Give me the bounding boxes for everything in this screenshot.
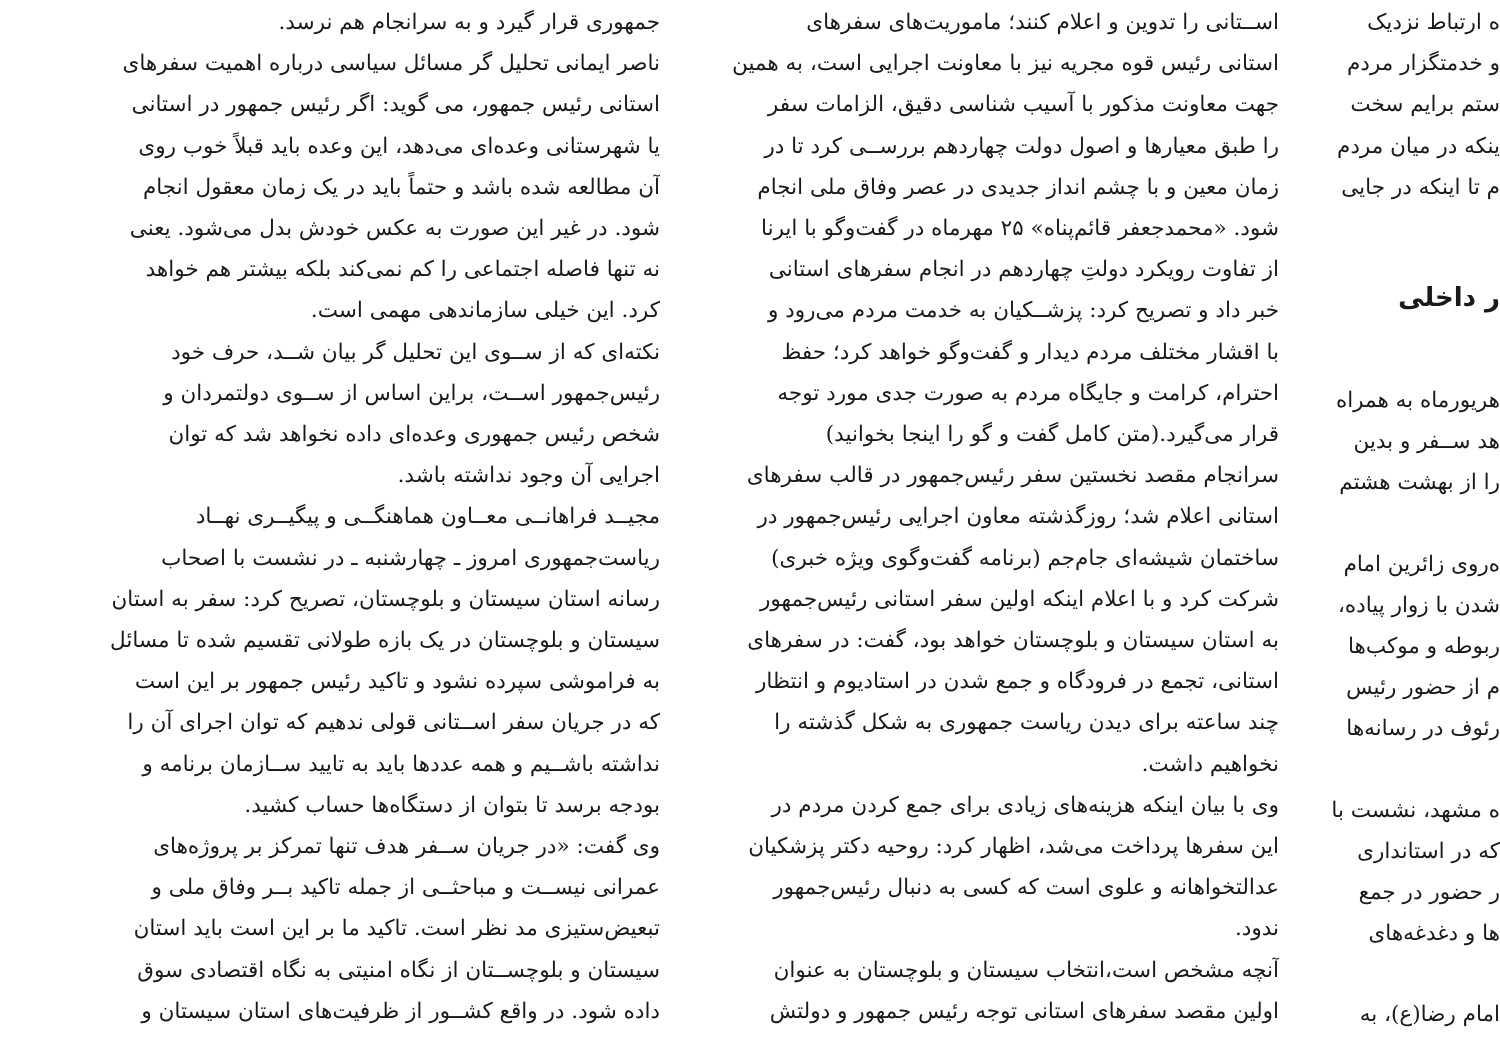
text-line: نه تنها فاصله اجتماعی را کم نمی‌کند بلکه بیشتر هم خواهد: [145, 257, 660, 283]
text-line: داده شود. در واقع کشــور از ظرفیت‌های استان سیستان و: [141, 998, 660, 1024]
text-line: یا شهرستانی وعده‌ای می‌دهد، این وعده باید قبلاً خوب روی: [138, 133, 660, 159]
text-line: با اقشار مختلف مردم دیدار و گفت‌وگو خواهد کرد؛ حفظ: [781, 339, 1279, 365]
text-line: زمان معین و با چشم انداز جدیدی در عصر وفاق ملی انجام: [757, 174, 1279, 200]
text-line: م تا اینکه در جایی: [1341, 174, 1500, 200]
text-line: آن مطالعه شده باشد و حتماً باید در یک زمان معقول انجام: [142, 174, 660, 200]
text-line: ریاست‌جمهوری امروز ـ چهارشنبه ـ در نشست با اصحاب: [161, 545, 660, 571]
text-line: سرانجام مقصد نخستین سفر رئیس‌جمهور در قالب سفرهای: [746, 463, 1279, 489]
text-line: کرد. این خیلی سازماندهی مهمی است.: [310, 298, 660, 324]
text-line: عدالتخواهانه و علوی است که کسی به دنبال رئیس‌جمهور: [773, 875, 1279, 901]
text-line: ه ارتباط نزدیک: [1367, 10, 1500, 35]
article-column-right: [1322, 0, 1500, 1059]
text-line: نداشته باشــیم و همه عددها باید به تایید ســازمان برنامه و: [142, 751, 660, 777]
text-line: که در جریان سفر اســتانی قولی ندهیم که توان اجرای آن را: [127, 710, 660, 736]
text-line: ها و دغدغه‌های: [1368, 921, 1500, 947]
text-line: رئیس‌جمهور اســت، براین اساس از ســوی دولتمردان و: [163, 380, 660, 406]
text-line: را طبق معیارها و اصول دولت چهاردهم بررســی کرد تا در: [764, 133, 1279, 159]
text-line: جمهوری قرار گیرد و به سرانجام هم نرسد.: [278, 10, 660, 35]
text-line: شود. «محمدجعفر قائم‌پناه» ۲۵ مهرماه در گفت‌وگو با ایرنا: [761, 216, 1279, 242]
text-line: به فراموشی سپرده نشود و تاکید رئیس جمهور بر این است: [134, 669, 660, 695]
text-line: از تفاوت رویکرد دولتِ چهاردهم در انجام سفرهای استانی: [768, 257, 1279, 283]
text-line: اســتانی را تدوین و اعلام کنند؛ ماموریت‌های سفرهای: [806, 10, 1279, 35]
text-line: وی گفت: «در جریان ســفر هدف تنها تمرکز بر پروژه‌های: [153, 834, 660, 860]
text-line: قرار می‌گیرد.(متن کامل گفت و گو را اینجا بخوانید): [825, 422, 1279, 448]
text-line: مجیــد فراهانــی معــاون هماهنگــی و پیگیــری نهــاد: [195, 504, 660, 530]
text-line: ه‌روی زائرین امام: [1343, 551, 1500, 577]
right-column-block-b: [1322, 544, 1500, 750]
paragraph-gap: [1322, 504, 1500, 544]
text-line: به استان سیستان و بلوچستان خواهد بود، گفت: در سفرهای: [747, 628, 1279, 654]
text-line: ر حضور در جمع: [1358, 880, 1500, 906]
text-line: شخص رئیس جمهوری وعده‌ای داده نخواهد شد که توان: [168, 422, 660, 448]
text-line: نکته‌ای که از ســوی این تحلیل گر بیان شــد، حرف خود: [171, 339, 660, 365]
text-line: استانی، تجمع در فرودگاه و جمع شدن در استادیوم و انتظار: [755, 669, 1279, 695]
text-line: چند ساعته برای دیدن ریاست جمهوری به شکل گذشته را: [774, 710, 1279, 736]
text-line: شدن با زوار پیاده،: [1337, 592, 1500, 618]
text-line: این سفرها پرداخت می‌شد، اظهار کرد: روحیه دکتر پزشکیان: [748, 834, 1279, 860]
text-line: ربوطه و موکب‌ها: [1347, 634, 1500, 660]
section-heading: ر داخلی: [1398, 283, 1500, 314]
text-line: ه مشهد، نشست با: [1331, 797, 1500, 823]
text-line: رئوف در رسانه‌ها: [1346, 716, 1500, 742]
text-line: آنچه مشخص است،انتخاب سیستان و بلوچستان به عنوان: [773, 957, 1279, 983]
text-line: هد ســفر و بدین: [1353, 429, 1500, 455]
text-line: جهت معاونت مذکور با آسیب شناسی دقیق، الزامات سفر: [767, 92, 1279, 118]
text-line: ندود.: [1234, 916, 1279, 942]
text-line: که در استانداری: [1357, 838, 1500, 864]
text-line: سیستان و بلوچستان در یک بازه طولانی تقسیم شده تا مسائل: [110, 628, 660, 654]
text-line: تبعیض‌ستیزی مد نظر است. تاکید ما بر این است باید استان: [133, 916, 660, 942]
text-line: م از حضور رئیس: [1346, 675, 1500, 701]
right-column-block-c: [1322, 790, 1500, 955]
text-line: شود. در غیر این صورت به عکس خودش بدل می‌شود. یعنی: [129, 216, 660, 242]
right-column-block-top: [1322, 2, 1500, 208]
text-line: وی با بیان اینکه هزینه‌های زیادی برای جمع کردن مردم در: [771, 792, 1279, 818]
right-column-block-a: [1322, 380, 1500, 504]
text-line: ناصر ایمانی تحلیل گر مسائل سیاسی درباره اهمیت سفرهای: [122, 51, 660, 77]
text-line: استانی رئیس جمهور، می گوید: اگر رئیس جمهور در استانی: [131, 92, 660, 118]
text-line: امام رضا(ع)، به: [1359, 1002, 1500, 1028]
text-line: شرکت کرد و با اعلام اینکه اولین سفر استانی رئیس‌جمهور: [760, 586, 1279, 612]
text-line: عمرانی نیســت و مباحثــی از جمله تاکید بــر وفاق ملی و: [151, 875, 660, 901]
text-line: نخواهیم داشت.: [1141, 751, 1279, 777]
text-line: استانی اعلام شد؛ روزگذشته معاون اجرایی رئیس‌جمهور در: [757, 504, 1279, 530]
text-line: و خدمتگزار مردم: [1347, 51, 1500, 77]
article-column-left: [88, 0, 660, 1059]
right-column-clip: [1322, 2, 1500, 1036]
text-line: بودجه برسد تا بتوان از دستگاه‌ها حساب کشید.: [244, 792, 660, 818]
text-line: ستم برایم سخت: [1350, 92, 1500, 118]
text-line: اولین مقصد سفرهای استانی توجه رئیس جمهور و دولتش: [769, 998, 1279, 1024]
text-line: استانی رئیس قوه مجریه نیز با معاونت اجرایی است، به همین: [732, 51, 1279, 77]
article-column-middle: [705, 0, 1279, 1059]
right-column-block-d: [1322, 994, 1500, 1035]
text-line: سیستان و بلوچســتان از نگاه امنیتی به نگاه اقتصادی سوق: [137, 957, 660, 983]
text-line: اجرایی آن وجود نداشته باشد.: [397, 463, 660, 489]
paragraph-gap: [1322, 954, 1500, 994]
text-line: هریورماه به همراه: [1335, 388, 1500, 414]
paragraph-gap: [1322, 750, 1500, 790]
text-line: رسانه استان سیستان و بلوچستان، تصریح کرد: سفر به استان: [111, 586, 660, 612]
text-line: ساختمان شیشه‌ای جام‌جم (برنامه گفت‌وگوی ویژه خبری): [771, 545, 1279, 571]
text-line: را از بهشت هشتم: [1339, 470, 1500, 496]
text-line: ینکه در میان مردم: [1337, 133, 1500, 159]
text-line: احترام، کرامت و جایگاه مردم به صورت جدی مورد توجه: [777, 380, 1279, 406]
text-line: خبر داد و تصریح کرد: پزشــکیان به خدمت مردم می‌رود و: [767, 298, 1279, 324]
